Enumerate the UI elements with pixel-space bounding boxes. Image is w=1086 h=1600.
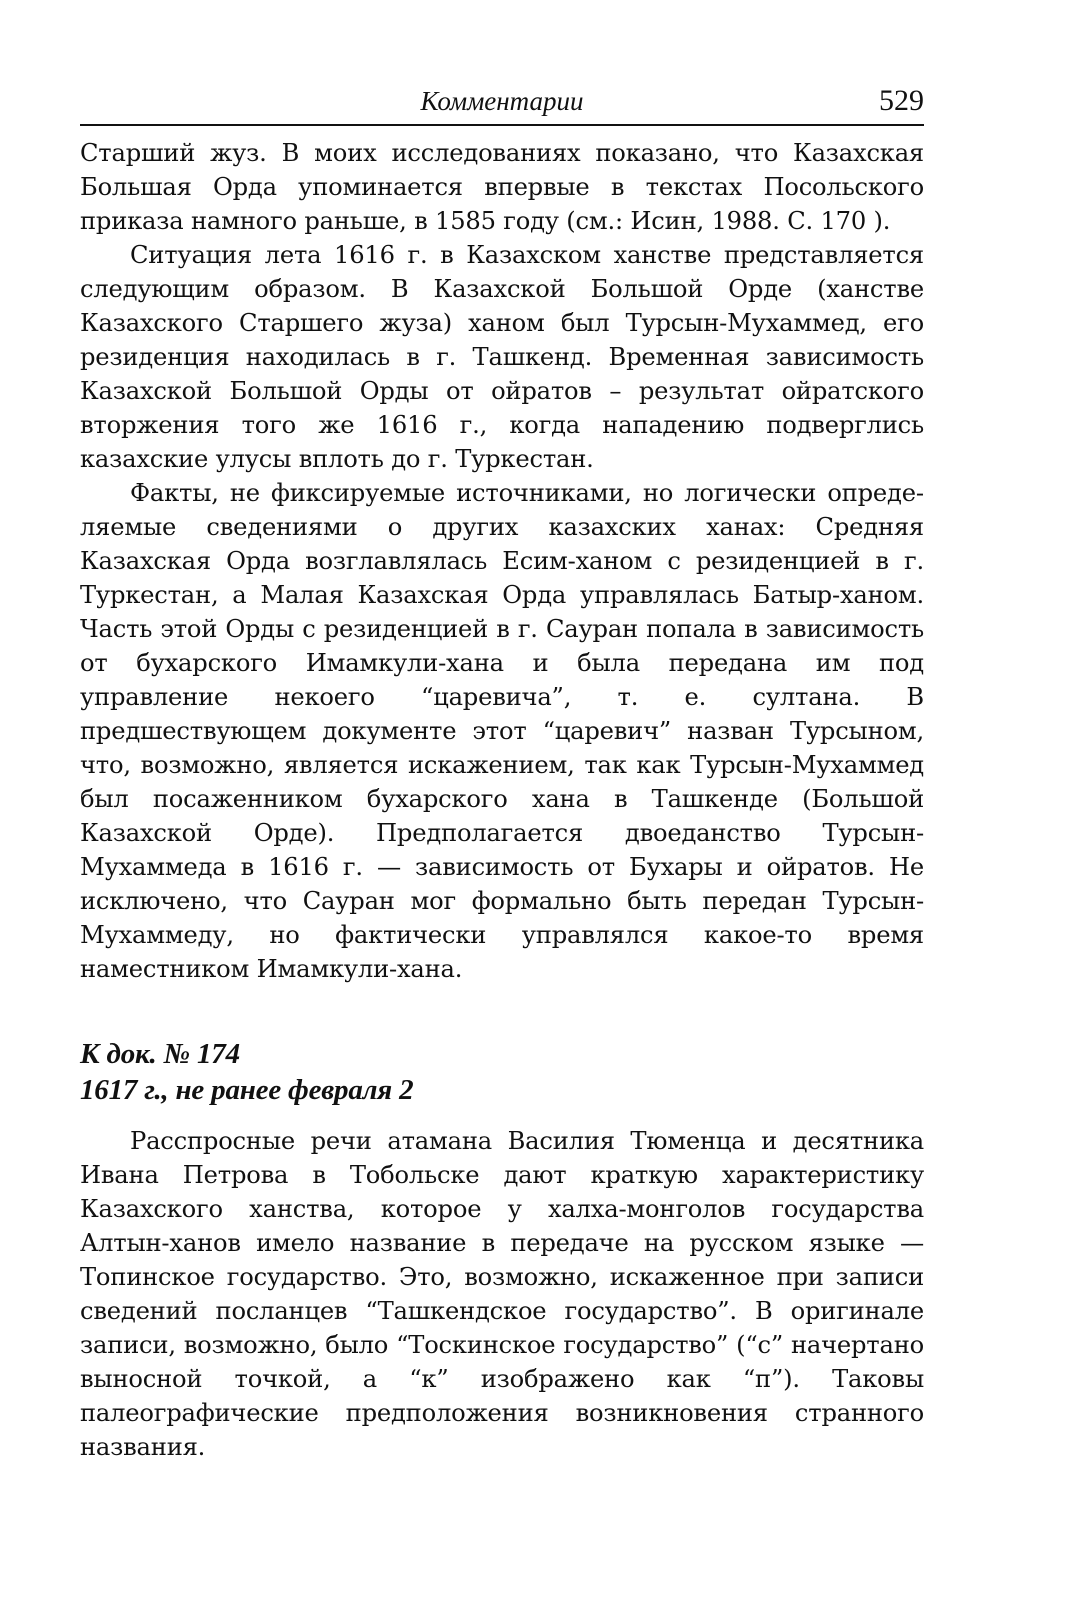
book-page — [80, 82, 924, 1464]
document-heading-date: 1617 г., не ранее февраля 2 — [80, 1074, 414, 1106]
paragraph-interrogation: Расспросные речи атамана Василия Тюменца и десятника Ивана Петрова в Тобольске дают краткую характеристику Казахского ханства, которое у халха-монголов государства Алтын-ханов имело название в передаче на русском языке — Топинское государство. Это, возможно, искаженное при записи сведений посланцев “Ташкендское государство”. В оригинале записи, возможно, было “Тоскинское государство” (“с” начертано выносной точкой, а “к” изображено как “п”). Таковы палеографические предположения возникновения странного названия. — [80, 1127, 924, 1461]
paragraph-continuation: Старший жуз. В моих исследованиях показано, что Казахская Большая Орда упоминается впервые в текстах Посольского приказа намного раньше, в 1585 году (см.: Исин, 1988. С. 170 ). — [80, 139, 924, 235]
document-heading — [80, 1036, 924, 1108]
running-title: Комментарии — [420, 86, 584, 116]
page-body — [80, 136, 924, 1464]
running-header — [80, 82, 924, 126]
paragraph-facts: Факты, не фиксируемые источниками, но логически определяемые сведениями о других казахских ханах: Средняя Казахская Орда возглавлялась Есим-ханом с резиденцией в г. Туркестан, а Малая Казахская Орда управлялась Батыр-ханом. Часть этой Орды с резиденцией в г. Сауран попала в зависимость от бухарского Имамкули-хана и была передана им под управление некоего “царевича”, т. е. султана. В предшествующем документе этот “царевич” назван Турсыном, что, возможно, является искажением, так как Турсын-Мухаммед был посаженником бухарского хана в Ташкенде (Большой Казахской Орде). Предполагается двоеданство Турсын-Мухаммеда в 1616 г. — зависимость от Бухары и ойратов. Не исключено, что Сауран мог формально быть передан Турсын-Мухаммеду, но фактически управлялся какое-то время наместником Имамкули-хана. — [80, 479, 924, 983]
paragraph-khanate-situation: Ситуация лета 1616 г. в Казахском ханстве представляется следующим образом. В Казахской Большой Орде (ханстве Казахского Старшего жуза) ханом был Турсын-Мухаммед, его резиденция находилась в г. Ташкенд. Временная зависимость Казахской Большой Орды от ойратов – результат ойратского вторжения того же 1616 г., когда нападению подверглись казахские улусы вплоть до г. Туркестан. — [80, 241, 924, 473]
page-number: 529 — [879, 84, 924, 117]
document-heading-number: К док. № 174 — [80, 1038, 240, 1070]
